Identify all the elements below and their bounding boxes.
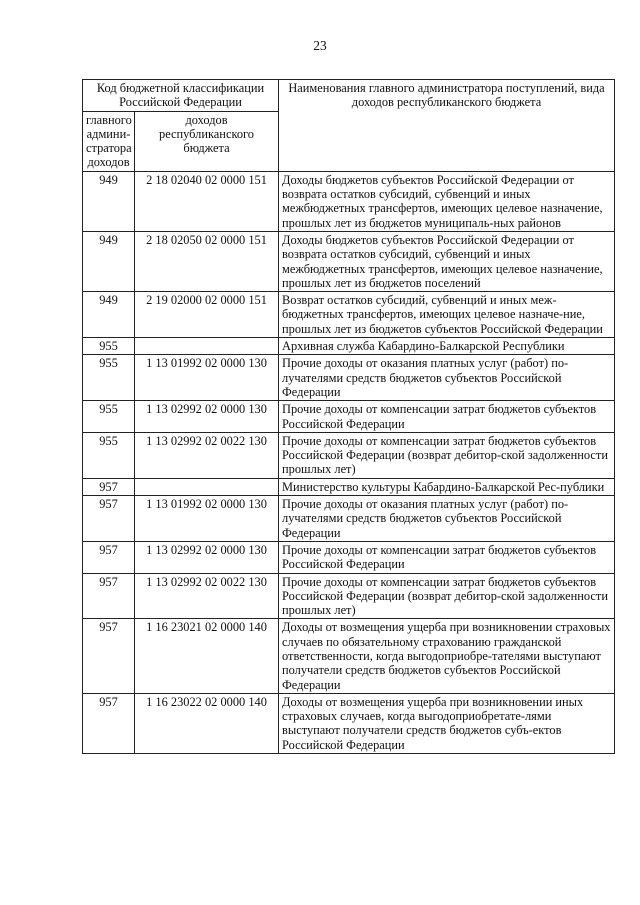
revenue-code-cell: [135, 338, 279, 355]
revenue-name-cell: Доходы бюджетов субъектов Российской Федерации от возврата остатков субсидий, субвенций и иных межбюджетных трансфертов, имеющих целевое назначение, прошлых лет из бюджетов поселений: [279, 231, 615, 291]
admin-code-cell: 949: [83, 292, 135, 338]
table-row: [83, 171, 615, 231]
table-row: [83, 401, 615, 433]
table-body: [83, 171, 615, 753]
table-row: [83, 292, 615, 338]
revenue-name-cell: Доходы бюджетов субъектов Российской Федерации от возврата остатков субсидий, субвенций и иных межбюджетных трансфертов, имеющих целевое назначение, прошлых лет из бюджетов муниципаль-ных районов: [279, 171, 615, 231]
header-group-title: Код бюджетной классификации Российской Федерации: [83, 80, 279, 112]
revenue-code-cell: 1 13 02992 02 0000 130: [135, 541, 279, 573]
admin-code-cell: 955: [83, 338, 135, 355]
revenue-name-cell: Прочие доходы от оказания платных услуг (работ) по-лучателями средств бюджетов субъектов Российской Федерации: [279, 355, 615, 401]
revenue-name-cell: Прочие доходы от компенсации затрат бюджетов субъектов Российской Федерации (возврат дебитор-ской задолженности прошлых лет): [279, 573, 615, 619]
revenue-name-cell: Министерство культуры Кабардино-Балкарской Рес-публики: [279, 478, 615, 495]
table-header: [83, 80, 615, 172]
table-row: [83, 573, 615, 619]
revenue-code-cell: 1 13 01992 02 0000 130: [135, 355, 279, 401]
revenue-code-cell: 1 13 02992 02 0000 130: [135, 401, 279, 433]
table-row: [83, 496, 615, 542]
table-row: [83, 338, 615, 355]
header-col-admin: главного админи-стратора доходов: [83, 111, 135, 171]
revenue-code-cell: 1 16 23021 02 0000 140: [135, 619, 279, 693]
admin-code-cell: 957: [83, 496, 135, 542]
revenue-code-cell: 1 13 02992 02 0022 130: [135, 432, 279, 478]
admin-code-cell: 949: [83, 171, 135, 231]
revenue-code-cell: 1 16 23022 02 0000 140: [135, 693, 279, 753]
admin-code-cell: 957: [83, 541, 135, 573]
revenue-code-cell: 1 13 01992 02 0000 130: [135, 496, 279, 542]
admin-code-cell: 957: [83, 478, 135, 495]
page-number: 23: [313, 38, 327, 53]
revenue-name-cell: Прочие доходы от оказания платных услуг (работ) по-лучателями средств бюджетов субъектов Российской Федерации: [279, 496, 615, 542]
revenue-code-cell: 2 18 02040 02 0000 151: [135, 171, 279, 231]
revenue-code-cell: [135, 478, 279, 495]
table-row: [83, 693, 615, 753]
revenue-code-cell: 2 19 02000 02 0000 151: [135, 292, 279, 338]
budget-classification-table: [82, 79, 615, 754]
revenue-name-cell: Прочие доходы от компенсации затрат бюджетов субъектов Российской Федерации (возврат дебитор-ской задолженности прошлых лет): [279, 432, 615, 478]
revenue-code-cell: 2 18 02050 02 0000 151: [135, 231, 279, 291]
admin-code-cell: 949: [83, 231, 135, 291]
table-row: [83, 619, 615, 693]
admin-code-cell: 955: [83, 401, 135, 433]
revenue-name-cell: Доходы от возмещения ущерба при возникновении страховых случаев по обязательному страхованию гражданской ответственности, когда выгодоприобре-тателями выступают получатели средств бюджетов субъектов Российской Федерации: [279, 619, 615, 693]
revenue-name-cell: Прочие доходы от компенсации затрат бюджетов субъектов Российской Федерации: [279, 541, 615, 573]
header-col-name: Наименования главного администратора поступлений, вида доходов республиканского бюджета: [279, 80, 615, 172]
admin-code-cell: 957: [83, 693, 135, 753]
table-row: [83, 355, 615, 401]
revenue-name-cell: Прочие доходы от компенсации затрат бюджетов субъектов Российской Федерации: [279, 401, 615, 433]
header-row-group: [83, 80, 615, 112]
revenue-name-cell: Возврат остатков субсидий, субвенций и иных меж-бюджетных трансфертов, имеющих целевое назначе-ние, прошлых лет из бюджетов субъектов Российской Федерации: [279, 292, 615, 338]
admin-code-cell: 957: [83, 619, 135, 693]
table-row: [83, 541, 615, 573]
admin-code-cell: 955: [83, 355, 135, 401]
header-col-code: доходов республиканского бюджета: [135, 111, 279, 171]
admin-code-cell: 957: [83, 573, 135, 619]
revenue-name-cell: Доходы от возмещения ущерба при возникновении иных страховых случаев, когда выгодоприобретате-лями выступают получатели средств бюджетов субъ-ектов Российской Федерации: [279, 693, 615, 753]
revenue-code-cell: 1 13 02992 02 0022 130: [135, 573, 279, 619]
table-row: [83, 478, 615, 495]
admin-code-cell: 955: [83, 432, 135, 478]
table-row: [83, 432, 615, 478]
revenue-name-cell: Архивная служба Кабардино-Балкарской Республики: [279, 338, 615, 355]
table-row: [83, 231, 615, 291]
